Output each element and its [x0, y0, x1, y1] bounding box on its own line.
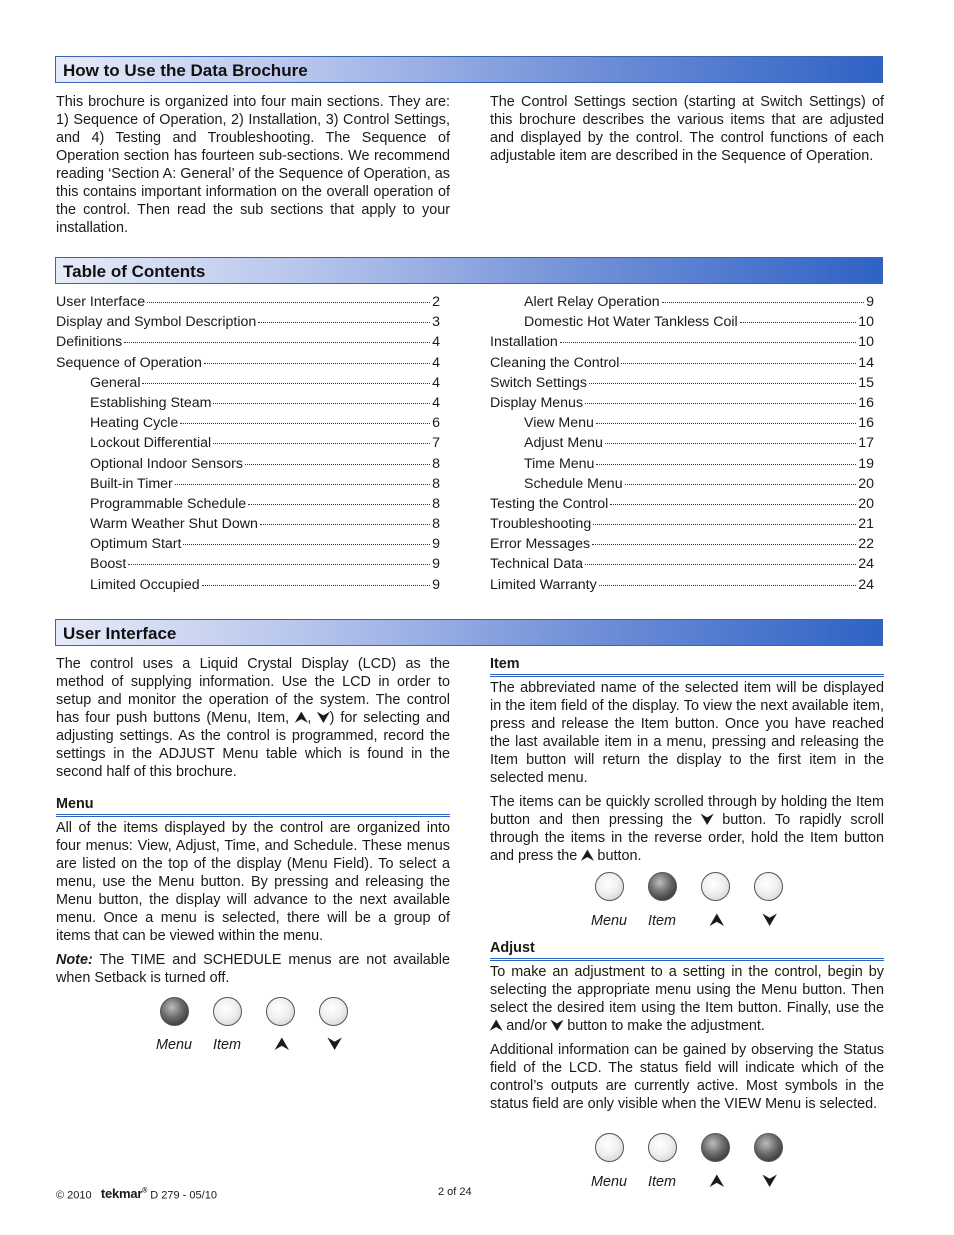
- item-heading: Item: [490, 655, 884, 677]
- toc-entry-page: 19: [858, 455, 874, 472]
- toc-entry[interactable]: [56, 354, 440, 374]
- dot-leader: [142, 383, 430, 384]
- paragraph: This brochure is organized into four main sections. They are: 1) Sequence of Operation, 2) Installation, 3) Control Settings, and 4) Testing and Troubleshooting. The Sequence of Operation section has fourteen sub-sections. We recommend reading ‘Section A: General’ of the Sequence of Operation, as this contains important information on the overall operation of the control. Then read the sub sections that apply to your installation.: [56, 94, 450, 236]
- dot-leader: [625, 484, 857, 485]
- up-arrow-icon: ⮝: [275, 1036, 289, 1053]
- up-arrow-icon: ⮝: [490, 1018, 503, 1034]
- toc-entry[interactable]: [56, 293, 440, 313]
- dot-leader: [124, 342, 430, 343]
- toc-entry-page: 20: [858, 475, 874, 492]
- toc-entry-title: Installation: [490, 334, 558, 351]
- toc-entry-page: 24: [858, 576, 874, 593]
- toc-entry-page: 16: [858, 415, 874, 432]
- down-arrow-icon: ⮟: [701, 812, 714, 828]
- toc-entry[interactable]: [56, 495, 440, 515]
- toc-entry[interactable]: [490, 354, 874, 374]
- toc-entry[interactable]: [490, 394, 874, 414]
- how-to-right-text: [490, 93, 884, 165]
- toc-entry[interactable]: [490, 535, 874, 555]
- toc-entry-title: Heating Cycle: [90, 415, 179, 432]
- toc-entry-page: 7: [432, 435, 440, 452]
- dot-leader: [585, 403, 856, 404]
- dot-leader: [599, 585, 857, 586]
- down-arrow-icon: ⮟: [317, 710, 330, 726]
- down-button-icon: [754, 872, 783, 901]
- toc-entry-page: 2: [432, 294, 440, 310]
- menu-label: Menu: [591, 913, 627, 929]
- dot-leader: [183, 544, 430, 545]
- toc-entry[interactable]: [56, 414, 440, 434]
- item-label: Item: [648, 1174, 676, 1190]
- dot-leader: [585, 564, 856, 565]
- toc-entry-page: 21: [858, 516, 874, 533]
- toc-entry-page: 3: [432, 314, 440, 331]
- toc-entry-page: 8: [432, 516, 440, 533]
- menu-label: Menu: [156, 1037, 192, 1053]
- toc-entry[interactable]: [490, 475, 874, 495]
- toc-entry-title: Domestic Hot Water Tankless Coil: [524, 314, 738, 331]
- toc-entry-title: Programmable Schedule: [90, 495, 247, 512]
- item-button-icon: [648, 1133, 677, 1162]
- menu-heading: Menu: [56, 795, 450, 817]
- toc-entry-page: 10: [858, 314, 874, 331]
- ui-right-column: [490, 655, 884, 865]
- toc-entry[interactable]: [490, 555, 874, 575]
- toc-entry-page: 9: [866, 294, 874, 310]
- toc-entry-title: Alert Relay Operation: [524, 294, 660, 310]
- toc-entry-title: Time Menu: [524, 455, 595, 472]
- dot-leader: [147, 302, 430, 303]
- toc-entry-title: Cleaning the Control: [490, 354, 620, 371]
- toc-entry[interactable]: [56, 333, 440, 353]
- toc-entry-page: 4: [432, 334, 440, 351]
- down-button-icon: [319, 997, 348, 1026]
- toc-entry[interactable]: [490, 495, 874, 515]
- section-header-toc: [55, 257, 883, 284]
- down-button-icon: [754, 1133, 783, 1162]
- dot-leader: [260, 524, 430, 525]
- how-to-left-text: [56, 93, 450, 237]
- toc-entry-title: Testing the Control: [490, 495, 609, 512]
- toc-entry-title: Schedule Menu: [524, 475, 623, 492]
- toc-entry-title: Error Messages: [490, 536, 591, 553]
- toc-entry[interactable]: [490, 576, 874, 596]
- item-text: The abbreviated name of the selected item will be displayed in the item field of the display. To view the next available item, press and release the Item button. Once you have reached the last available item in a menu, pressing and releasing the Item button will return the display to the first item in the selected menu.: [490, 680, 884, 786]
- ui-left-column: [56, 655, 450, 987]
- toc-entry-title: General: [90, 374, 141, 391]
- dot-leader: [128, 564, 430, 565]
- item-label: Item: [213, 1037, 241, 1053]
- toc-entry-page: 20: [858, 495, 874, 512]
- toc-entry[interactable]: [490, 515, 874, 535]
- toc-entry-page: 22: [858, 536, 874, 553]
- dot-leader: [245, 464, 430, 465]
- toc-entry-title: Limited Occupied: [90, 576, 200, 593]
- tekmar-logo: tekmar®: [100, 1186, 148, 1202]
- dot-leader: [204, 363, 430, 364]
- toc-entry-title: Display Menus: [490, 394, 584, 411]
- ui-intro: The control uses a Liquid Crystal Display (LCD) as the method of supplying information. Use the LCD in order to setup and monitor the operation of the system. The control has four push buttons (Menu, Item, ⮝, ⮟) for selecting and adjusting settings. As the control is programmed, record the settings in the ADJUST Menu table which is found in the second half of this brochure.: [56, 656, 450, 780]
- toc-entry-title: Boost: [90, 556, 127, 573]
- toc-entry-title: Sequence of Operation: [56, 354, 202, 371]
- toc-entry-page: 9: [432, 536, 440, 553]
- toc-entry[interactable]: [490, 374, 874, 394]
- toc-entry[interactable]: [490, 313, 874, 333]
- dot-leader: [180, 423, 430, 424]
- toc-entry[interactable]: [56, 475, 440, 495]
- toc-entry-page: 16: [858, 394, 874, 411]
- section-title: User Interface: [63, 624, 177, 643]
- up-arrow-icon: ⮝: [710, 912, 724, 929]
- toc-entry-title: Lockout Differential: [90, 435, 212, 452]
- toc-entry-title: Display and Symbol Description: [56, 314, 257, 331]
- dot-leader: [605, 443, 856, 444]
- toc-entry-title: Optional Indoor Sensors: [90, 455, 244, 472]
- menu-button-icon: [595, 1133, 624, 1162]
- up-arrow-icon: ⮝: [581, 848, 594, 864]
- toc-entry[interactable]: [490, 414, 874, 434]
- toc-left-column: [56, 293, 440, 596]
- section-title: How to Use the Data Brochure: [63, 61, 308, 80]
- copyright: © 2010: [56, 1189, 92, 1202]
- toc-entry-page: 8: [432, 475, 440, 492]
- dot-leader: [593, 524, 856, 525]
- scroll-text: The items can be quickly scrolled through by holding the Item button and then pressing the ⮟ button. To rapidly scroll through the items in the reverse order, hold the Item button and press the ⮝ button.: [490, 794, 884, 864]
- item-button-icon: [648, 872, 677, 901]
- toc-entry-page: 15: [858, 374, 874, 391]
- dot-leader: [662, 302, 864, 303]
- dot-leader: [592, 544, 856, 545]
- toc-entry-title: Troubleshooting: [490, 516, 592, 533]
- dot-leader: [610, 504, 856, 505]
- dot-leader: [589, 383, 856, 384]
- toc-entry[interactable]: [56, 515, 440, 535]
- paragraph: The Control Settings section (starting at Switch Settings) of this brochure describes the various items that are adjusted and displayed by the control. The control functions of each adjustable item are described in the Sequence of Operation.: [490, 94, 884, 164]
- toc-entry-page: 4: [432, 394, 440, 411]
- toc-entry-page: 9: [432, 556, 440, 573]
- toc-entry-title: Warm Weather Shut Down: [90, 516, 258, 533]
- toc-entry[interactable]: [490, 293, 874, 313]
- dot-leader: [560, 342, 856, 343]
- toc-entry[interactable]: [56, 455, 440, 475]
- toc-entry[interactable]: [56, 374, 440, 394]
- toc-entry-page: 14: [858, 354, 874, 371]
- dot-leader: [213, 443, 430, 444]
- toc-entry[interactable]: [56, 434, 440, 454]
- toc-entry-title: Definitions: [56, 334, 123, 351]
- dot-leader: [621, 363, 856, 364]
- section-header-how-to: [55, 56, 883, 83]
- dot-leader: [740, 322, 857, 323]
- up-button-icon: [701, 872, 730, 901]
- menu-button-icon: [160, 997, 189, 1026]
- item-button-icon: [213, 997, 242, 1026]
- note: Note: The TIME and SCHEDULE menus are not available when Setback is turned off.: [56, 952, 450, 986]
- toc-entry-title: Switch Settings: [490, 374, 587, 391]
- toc-entry-page: 9: [432, 576, 440, 593]
- dot-leader: [175, 484, 430, 485]
- up-button-icon: [701, 1133, 730, 1162]
- toc-right-column: [490, 293, 874, 596]
- toc-entry-page: 17: [858, 435, 874, 452]
- toc-entry-page: 6: [432, 415, 440, 432]
- toc-entry-title: Adjust Menu: [524, 435, 603, 452]
- down-arrow-icon: ⮟: [551, 1018, 564, 1034]
- toc-entry[interactable]: [56, 576, 440, 596]
- toc-entry-page: 8: [432, 495, 440, 512]
- toc-entry[interactable]: [490, 455, 874, 475]
- toc-entry-page: 4: [432, 374, 440, 391]
- toc-entry[interactable]: [56, 394, 440, 414]
- toc-entry-page: 24: [858, 556, 874, 573]
- toc-entry-title: Optimum Start: [90, 536, 182, 553]
- down-arrow-icon: ⮟: [328, 1036, 342, 1053]
- toc-entry-page: 10: [858, 334, 874, 351]
- down-arrow-icon: ⮟: [763, 1173, 777, 1190]
- toc-entry-title: View Menu: [524, 415, 594, 432]
- adjust-text: To make an adjustment to a setting in the control, begin by selecting the appropriate menu using the Menu button. Then select the desired item using the Item button. Finally, use the ⮝ and/or ⮟ button to make the adjustment.: [490, 964, 884, 1034]
- up-button-icon: [266, 997, 295, 1026]
- toc-entry-title: Limited Warranty: [490, 576, 597, 593]
- menu-button-icon: [595, 872, 624, 901]
- toc-entry[interactable]: [490, 333, 874, 353]
- menu-label: Menu: [591, 1174, 627, 1190]
- toc-entry-title: Technical Data: [490, 556, 584, 573]
- dot-leader: [248, 504, 430, 505]
- toc-entry[interactable]: [56, 535, 440, 555]
- toc-entry[interactable]: [56, 313, 440, 333]
- toc-entry-page: 8: [432, 455, 440, 472]
- up-arrow-icon: ⮝: [710, 1173, 724, 1190]
- down-arrow-icon: ⮟: [763, 912, 777, 929]
- up-arrow-icon: ⮝: [295, 710, 308, 726]
- toc-entry-title: User Interface: [56, 294, 146, 310]
- toc-entry[interactable]: [56, 555, 440, 575]
- footer-left: [56, 1186, 217, 1201]
- section-title: Table of Contents: [63, 262, 206, 281]
- dot-leader: [258, 322, 430, 323]
- adjust-heading: Adjust: [490, 939, 884, 961]
- section-header-user-interface: [55, 619, 883, 646]
- toc-entry-page: 4: [432, 354, 440, 371]
- document-number: D 279 - 05/10: [150, 1189, 217, 1202]
- ui-adjust-block: [490, 939, 884, 1113]
- dot-leader: [213, 403, 430, 404]
- dot-leader: [596, 423, 856, 424]
- item-label: Item: [648, 913, 676, 929]
- menu-text: All of the items displayed by the control are organized into four menus: View, Adjust, Time, and Schedule. These menus are listed on the top of the display (Menu Field). To select a menu, use the Menu button. By pressing and releasing the Menu button, the display will advance to the next available menu. Once a menu is selected, there will be a group of items that can be viewed within the menu.: [56, 820, 450, 944]
- toc-entry[interactable]: [490, 434, 874, 454]
- toc-entry-title: Establishing Steam: [90, 394, 212, 411]
- page-number: 2 of 24: [438, 1186, 472, 1198]
- dot-leader: [596, 464, 856, 465]
- toc-entry-title: Built-in Timer: [90, 475, 173, 492]
- additional-text: Additional information can be gained by observing the Status field of the LCD. The status field will indicate which of the control’s outputs are currently active. Most symbols in the status field are only visible when the VIEW Menu is selected.: [490, 1042, 884, 1112]
- dot-leader: [202, 585, 430, 586]
